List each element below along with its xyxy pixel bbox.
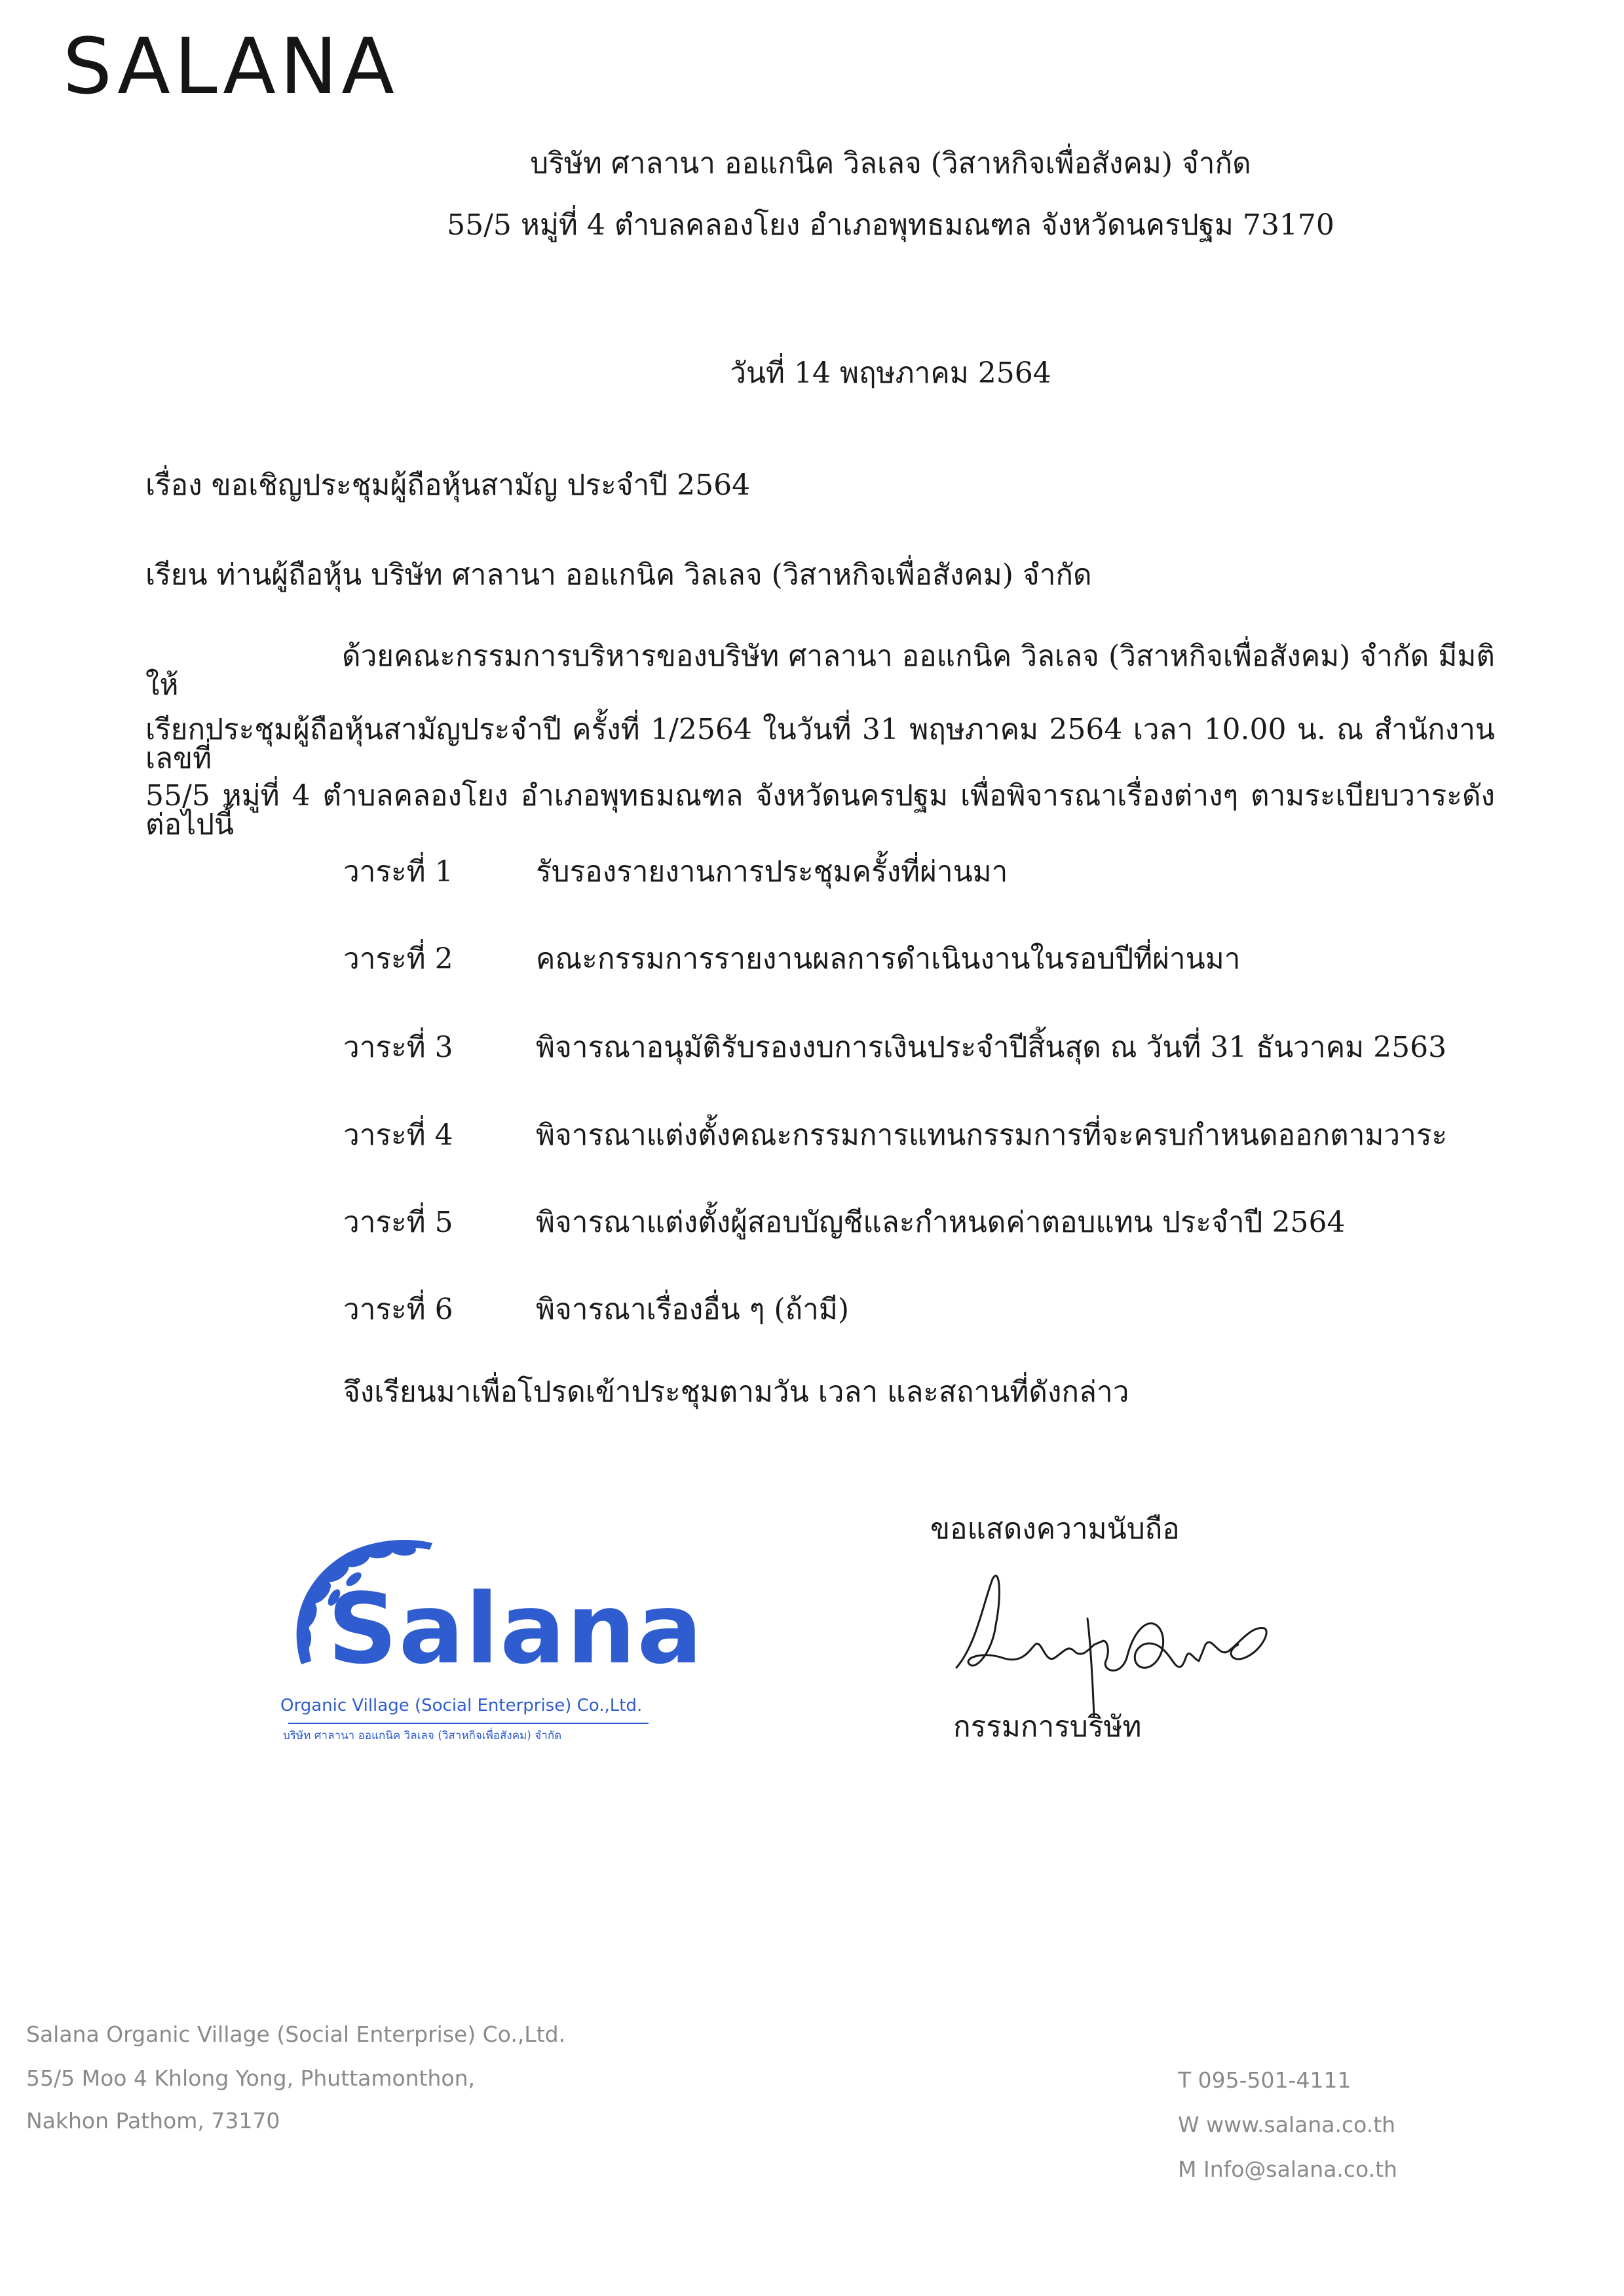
agenda-text: รับรองรายงานการประชุมครั้งที่ผ่านมา <box>536 855 1008 889</box>
letter-date: วันที่ 14 พฤษภาคม 2564 <box>730 356 1051 390</box>
stamp-english-name: Organic Village (Social Enterprise) Co.,Ltd. <box>280 1696 643 1715</box>
agenda-label: วาระที่ 4 <box>343 1119 453 1152</box>
letter-recipient: เรียน ท่านผู้ถือหุ้น บริษัท ศาลานา ออแกนิค วิลเลจ (วิสาหกิจเพื่อสังคม) จำกัด <box>145 558 1092 592</box>
footer-email: M Info@salana.co.th <box>1178 2156 1397 2182</box>
agenda-label: วาระที่ 5 <box>343 1206 453 1239</box>
agenda-text: พิจารณาแต่งตั้งคณะกรรมการแทนกรรมการที่จะครบกำหนดออกตามวาระ <box>536 1119 1448 1152</box>
agenda-label: วาระที่ 2 <box>343 942 453 976</box>
signer-title: กรรมการบริษัท <box>953 1710 1142 1744</box>
stamp-brand-word: Salana <box>328 1573 704 1685</box>
stamp-thai-name: บริษัท ศาลานา ออแกนิค วิลเลจ (วิสาหกิจเพื่อสังคม) จำกัด <box>283 1729 562 1742</box>
body-line-3: 55/5 หมู่ที่ 4 ตำบลคลองโยง อำเภอพุทธมณฑล จังหวัดนครปฐม เพื่อพิจารณาเรื่องต่างๆ ตามระเบียบวาระดังต่อไปนี้ <box>145 779 1495 841</box>
footer-website: W www.salana.co.th <box>1178 2112 1396 2137</box>
agenda-label: วาระที่ 3 <box>343 1031 453 1064</box>
footer-address-line-1: 55/5 Moo 4 Khlong Yong, Phuttamonthon, <box>26 2065 476 2091</box>
footer-company: Salana Organic Village (Social Enterprise) Co.,Ltd. <box>26 2021 566 2047</box>
footer-address-line-2: Nakhon Pathom, 73170 <box>26 2108 280 2133</box>
letter-subject: เรื่อง ขอเชิญประชุมผู้ถือหุ้นสามัญ ประจำปี 2564 <box>145 469 751 502</box>
agenda-label: วาระที่ 6 <box>343 1293 453 1326</box>
regards-text: ขอแสดงความนับถือ <box>930 1512 1180 1546</box>
footer-phone: T 095-501-4111 <box>1178 2067 1351 2093</box>
agenda-text: พิจารณาอนุมัติรับรองงบการเงินประจำปีสิ้นสุด ณ วันที่ 31 ธันวาคม 2563 <box>536 1031 1447 1064</box>
header-company-name: บริษัท ศาลานา ออแกนิค วิลเลจ (วิสาหกิจเพื่อสังคม) จำกัด <box>530 147 1251 180</box>
body-line-1: ด้วยคณะกรรมการบริหารของบริษัท ศาลานา ออแกนิค วิลเลจ (วิสาหกิจเพื่อสังคม) จำกัด มีมติให้ <box>145 640 1495 702</box>
closing-sentence: จึงเรียนมาเพื่อโปรดเข้าประชุมตามวัน เวลา และสถานที่ดังกล่าว <box>343 1375 1129 1409</box>
header-address: 55/5 หมู่ที่ 4 ตำบลคลองโยง อำเภอพุทธมณฑล จังหวัดนครปฐม 73170 <box>447 208 1334 242</box>
company-logo: SALANA <box>63 21 398 111</box>
agenda-text: คณะกรรมการรายงานผลการดำเนินงานในรอบปีที่ผ่านมา <box>536 942 1241 976</box>
agenda-text: พิจารณาเรื่องอื่น ๆ (ถ้ามี) <box>536 1293 850 1326</box>
agenda-text: พิจารณาแต่งตั้งผู้สอบบัญชีและกำหนดค่าตอบแทน ประจำปี 2564 <box>536 1206 1346 1239</box>
body-line-2: เรียกประชุมผู้ถือหุ้นสามัญประจำปี ครั้งที่ 1/2564 ในวันที่ 31 พฤษภาคม 2564 เวลา 10.00 น. ณ สำนักงานเลขที่ <box>145 713 1495 775</box>
agenda-label: วาระที่ 1 <box>343 855 453 889</box>
